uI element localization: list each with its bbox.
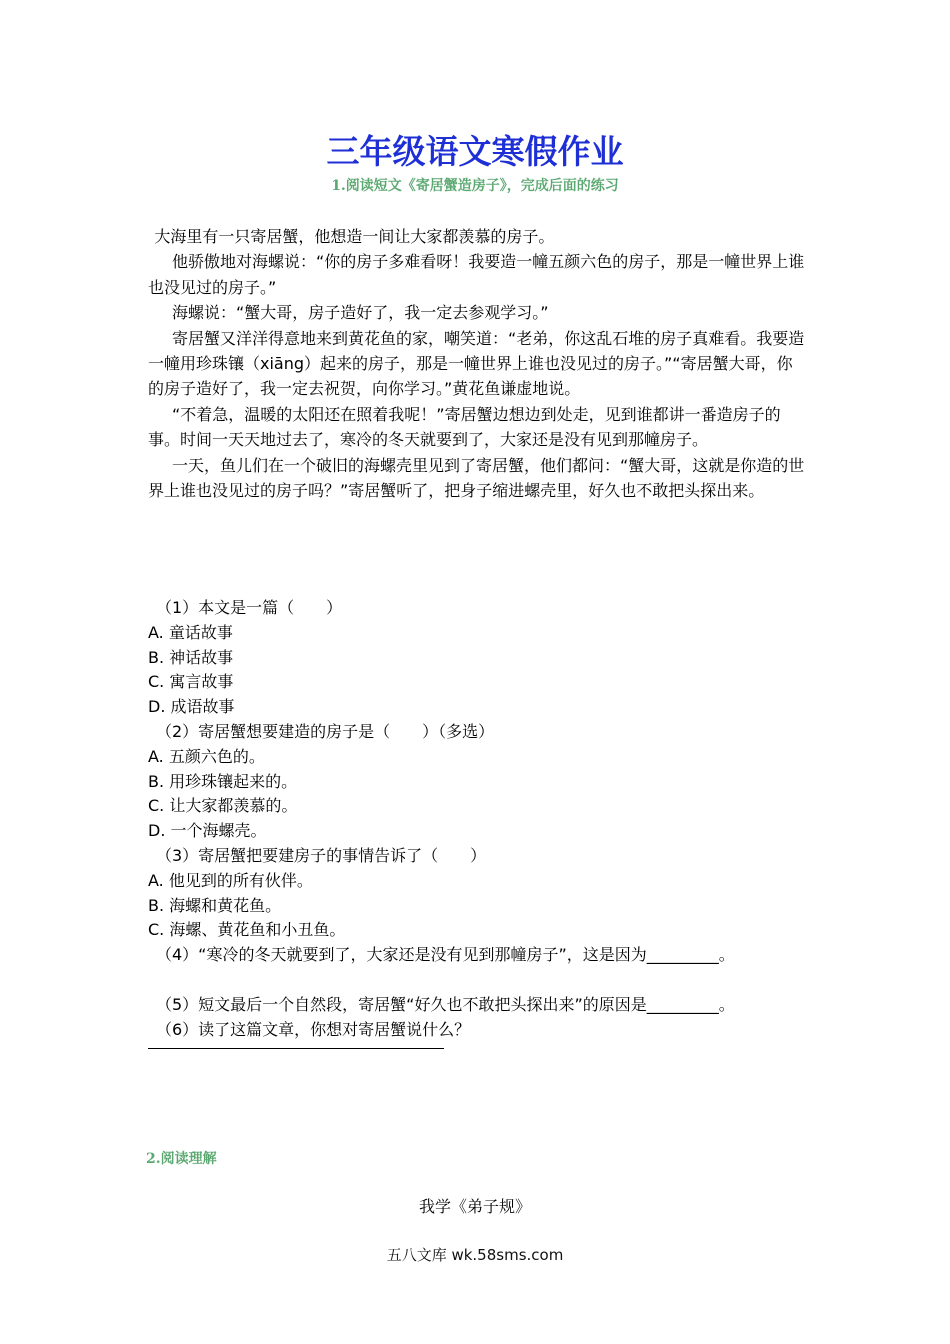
answer-line (148, 1048, 444, 1049)
question-1-option-d: D. 成语故事 (148, 697, 235, 717)
question-1-option-b: B. 神话故事 (148, 647, 234, 667)
question-2-stem: （2）寄居蟹想要建造的房子是（ ）（多选） (156, 721, 495, 741)
question-list (148, 596, 828, 1049)
page-title: 三年级语文寒假作业 (326, 132, 624, 171)
question-3-option-b: B. 海螺和黄花鱼。 (148, 895, 282, 915)
question-1-stem: （1）本文是一篇（ ） (156, 598, 343, 617)
question-3-option-c: C. 海螺、黄花鱼和小丑鱼。 (148, 920, 346, 940)
section-2-article-title: 我学《弟子规》 (418, 1197, 531, 1216)
passage-paragraph: 一天，鱼儿们在一个破旧的海螺壳里见到了寄居蟹，他们都问：“蟹大哥，这就是你造的世界上谁也没见过的房子吗？”寄居蟹听了，把身子缩进螺壳里，好久也不敢把头探出来。 (148, 455, 805, 501)
passage-paragraph: 他骄傲地对海螺说：“你的房子多难看呀！我要造一幢五颜六色的房子，那是一幢世界上谁也没见过的房子。” (148, 252, 805, 297)
question-3-option-a: A. 他见到的所有伙伴。 (148, 870, 313, 890)
blank-gap (148, 968, 828, 993)
question-2-option-b: B. 用珍珠镶起来的。 (148, 771, 298, 791)
passage-paragraph: “不着急，温暖的太阳还在照着我呢！”寄居蟹边想边到处走，见到谁都讲一番造房子的事。时间一天天地过去了，寒冷的冬天就要到了，大家还是没有见到那幢房子。 (148, 404, 781, 450)
reading-passage (148, 224, 808, 503)
question-2-option-c: C. 让大家都羡慕的。 (148, 796, 298, 816)
section-2-heading: 2.阅读理解 (146, 1151, 217, 1167)
question-6-stem: （6）读了这篇文章，你想对寄居蟹说什么？ (156, 1019, 471, 1039)
question-2-option-a: A. 五颜六色的。 (148, 746, 265, 766)
question-4-stem: （4）“寒冷的冬天就要到了，大家还是没有见到那幢房子”，这是因为_________。 (156, 945, 735, 965)
footer-watermark: 五八文库 wk.58sms.com (386, 1246, 564, 1264)
question-5-stem: （5）短文最后一个自然段，寄居蟹“好久也不敢把头探出来”的原因是_________。 (156, 994, 735, 1014)
passage-paragraph: 大海里有一只寄居蟹，他想造一间让大家都羡慕的房子。 (154, 227, 555, 246)
passage-paragraph: 寄居蟹又洋洋得意地来到黄花鱼的家，嘲笑道：“老弟，你这乱石堆的房子真难看。我要造一幢用珍珠镶（xiāng）起来的房子，那是一幢世界上谁也没见过的房子。”“寄居蟹大哥，你的房子造好了，我一定去祝贺，向你学习。”黄花鱼谦虚地说。 (148, 328, 805, 399)
question-3-stem: （3）寄居蟹把要建房子的事情告诉了（ ） (156, 845, 487, 865)
question-2-option-d: D. 一个海螺壳。 (148, 821, 267, 841)
section-1-heading: 1.阅读短文《寄居蟹造房子》，完成后面的练习 (331, 178, 619, 194)
question-1-option-a: A. 童话故事 (148, 622, 233, 642)
passage-paragraph: 海螺说：“蟹大哥，房子造好了，我一定去参观学习。” (172, 303, 549, 323)
question-1-option-c: C. 寓言故事 (148, 672, 234, 692)
